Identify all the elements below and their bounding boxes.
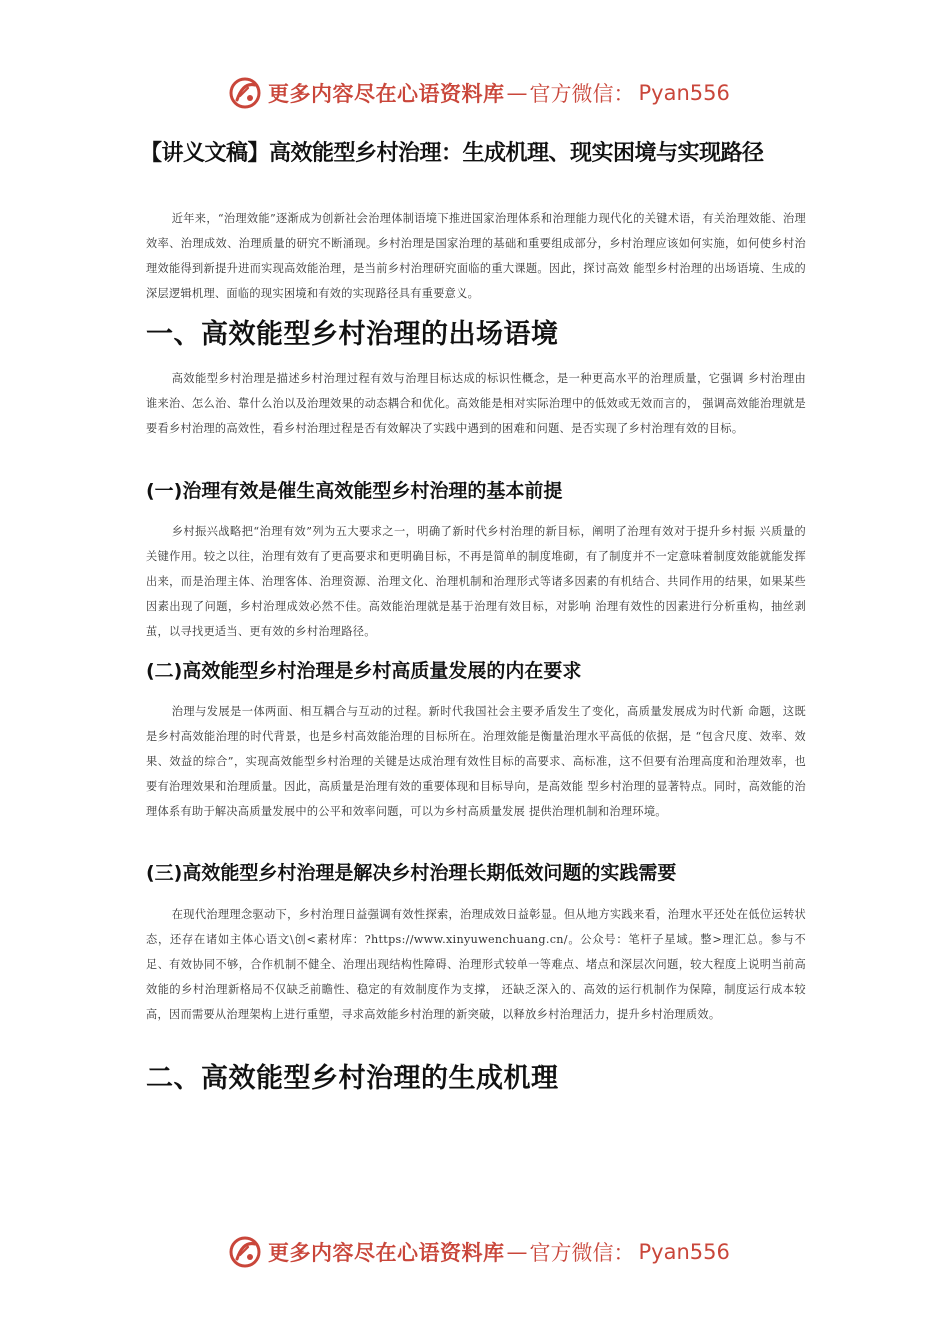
section-1-paragraph: 高效能型乡村治理是描述乡村治理过程有效与治理目标达成的标识性概念，是一种更高水平的治理质量，它强调 乡村治理由谁来治、怎么治、靠什么治以及治理效果的动态耦合和优化。高效能是相对实际治理中的低效或无效而言的， 强调高效能治理就是要看乡村治理的高效性，看乡村治理过程是否有效解决了实践中遇到的困难和问题、是否实现了乡村治理有效的目标。	[146, 372, 806, 435]
footer-watermark	[228, 1232, 728, 1272]
watermark-official-label: 官方微信：	[529, 1241, 635, 1265]
subsection-1-heading: (一)治理有效是催生高效能型乡村治理的基本前提	[146, 480, 563, 502]
subsection-3-paragraph: 在现代治理理念驱动下，乡村治理日益强调有效性探索，治理成效日益彰显。但从地方实践来看，治理水平还处在低位运转状态，还存在诸如主体心语文\创<素材库：?https://www.xinyuwenchuang.cn/。公众号：笔杆子星域。整>理汇总。参与不足、有效协同不够，合作机制不健全、治理出现结构性障碍、治理形式较单一等难点、堵点和深层次问题，较大程度上说明当前高效能的乡村治理新格局不仅缺乏前瞻性、稳定的有效制度作为支撑， 还缺乏深入的、高效的运行机制作为保障，制度运行成本较高，因而需要从治理架构上进行重塑，寻求高效能乡村治理的新突破，以释放乡村治理活力，提升乡村治理质效。	[146, 908, 806, 1021]
watermark-dash: —	[506, 1240, 528, 1264]
subsection-2-paragraph: 治理与发展是一体两面、相互耦合与互动的过程。新时代我国社会主要矛盾发生了变化，高质量发展成为时代新 命题，这既是乡村高效能治理的时代背景，也是乡村高效能治理的目标所在。治理效能是衡量治理水平高低的依据，是 “包含尺度、效率、效果、效益的综合”，实现高效能型乡村治理的关键是达成治理有效性目标的高要求、高标准，这不但要有治理高度和治理效率，也要有治理效果和治理质量。因此，高质量是治理有效的重要体现和目标导向，是高效能 型乡村治理的显著特点。同时，高效能的治理体系有助于解决高质量发展中的公平和效率问题，可以为乡村高质量发展 提供治理机制和治理环境。	[146, 705, 806, 818]
subsection-3-heading: (三)高效能型乡村治理是解决乡村治理长期低效问题的实践需要	[146, 862, 677, 884]
subsection-2-heading: (二)高效能型乡村治理是乡村高质量发展的内在要求	[146, 660, 582, 682]
intro-paragraph: 近年来，“治理效能”逐渐成为创新社会治理体制语境下推进国家治理体系和治理能力现代化的关键术语，有关治理效能、治理效率、治理成效、治理质量的研究不断涌现。乡村治理是国家治理的基础和重要组成部分，乡村治理应该如何实施，如何使乡村治理效能得到新提升进而实现高效能治理，是当前乡村治理研究面临的重大课题。因此，探讨高效 能型乡村治理的出场语境、生成的深层逻辑机理、面临的现实困境和有效的实现路径具有重要意义。	[146, 212, 806, 300]
section-1-heading: 一、高效能型乡村治理的出场语境	[146, 319, 559, 350]
document-title: 【讲义文稿】高效能型乡村治理：生成机理、现实困境与实现路径	[140, 141, 764, 166]
section-2-heading: 二、高效能型乡村治理的生成机理	[146, 1063, 559, 1094]
watermark-official-id: Pyan556	[638, 81, 730, 105]
brand-logo-icon	[228, 76, 262, 110]
subsection-1-paragraph: 乡村振兴战略把“治理有效”列为五大要求之一，明确了新时代乡村治理的新目标，阐明了治理有效对于提升乡村振 兴质量的关键作用。较之以往，治理有效有了更高要求和更明确目标，不再是简单的制度堆砌，有了制度并不一定意味着制度效能就能发挥出来，而是治理主体、治理客体、治理资源、治理文化、治理机制和治理形式等诸多因素的有机结合、共同作用的结果，如果某些因素出现了问题，乡村治理成效必然不佳。高效能治理就是基于治理有效目标，对影响 治理有效性的因素进行分析重构，抽丝剥茧，以寻找更适当、更有效的乡村治理路径。	[146, 525, 806, 638]
watermark-official-id: Pyan556	[638, 1240, 730, 1264]
header-watermark	[228, 73, 728, 113]
watermark-official-label: 官方微信：	[529, 82, 635, 106]
watermark-dash: —	[506, 81, 528, 105]
watermark-brand-text: 更多内容尽在心语资料库	[268, 1240, 505, 1265]
watermark-brand-text: 更多内容尽在心语资料库	[268, 81, 505, 106]
brand-logo-icon	[228, 1235, 262, 1269]
